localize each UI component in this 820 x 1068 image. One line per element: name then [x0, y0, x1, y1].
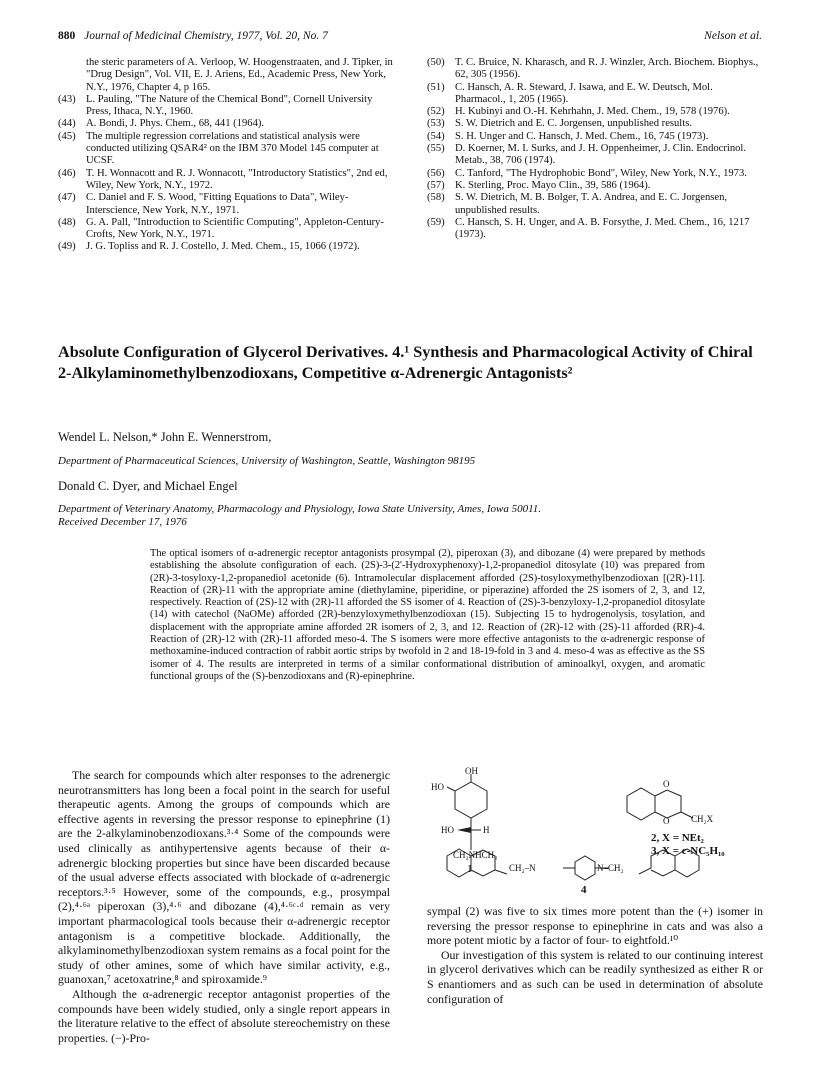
affiliation-1: Department of Pharmaceutical Sciences, University of Washington, Seattle, Washington 98195: [58, 455, 476, 467]
reference-number: (52): [427, 106, 445, 118]
reference-number: (47): [58, 192, 76, 204]
reference-number: (53): [427, 118, 445, 130]
article-title: Absolute Configuration of Glycerol Derivatives. 4.¹ Synthesis and Pharmacological Activity of Chiral 2-Alkylaminomethylbenzodioxans, Competitive α-Adrenergic Antagonists²: [58, 343, 753, 382]
reference-text: T. C. Bruice, N. Kharasch, and R. J. Winzler, Arch. Biochem. Biophys., 62, 305 (1956).: [455, 57, 759, 81]
body-paragraph: The search for compounds which alter responses to the adrenergic neurotransmitters has long been a focal point in the search for useful therapeutic agents. Among the groups of compounds which are effective agents in reversing the pressor response to epinephrine (1) are the 2-alkylaminobenzodioxans.³·⁴ Some of the compounds were used clinically as antihypertensive agents because of their α-adrenergic blocking properties but since have been discarded because of the usual adverse effects associated with blockade of α-adrenergic receptors.³·⁵ However, some of the compounds, e.g., prosympal (2),⁴·⁶ᵃ piperoxan (3),⁴·⁶ and dibozane (4),⁴·⁶ᶜ·ᵈ remain as very important pharmacological tools because their α-adrenergic receptor antagonism is a competitive blockade. Additionally, the alkylaminomethylbenzodioxan system remains as a focal point for the study of other amines, some of which have similar activity, e.g., guanoxan,⁷ acetoxatrine,⁸ and spiroxamide.⁹: [58, 768, 390, 987]
reference-item: [427, 180, 763, 192]
reference-item: [427, 82, 763, 107]
ch2x-label: CH₂X: [691, 814, 714, 824]
nch2-label: N–CH₂: [597, 863, 624, 873]
received-date: Received December 17, 1976: [58, 515, 187, 528]
reference-number: (50): [427, 57, 445, 68]
h-label: H: [483, 825, 490, 835]
body-right-column: [427, 904, 763, 1006]
reference-text: K. Sterling, Proc. Mayo Clin., 39, 586 (1964).: [455, 179, 651, 191]
reference-item: [58, 57, 393, 94]
body-left-column: [58, 768, 390, 1045]
reference-item: [58, 241, 393, 253]
reference-text: T. H. Wonnacott and R. J. Wonnacott, "Introductory Statistics", 2nd ed, Wiley, New York, N.Y., 1972.: [86, 167, 388, 191]
references-right-column: [427, 57, 763, 241]
ch2nhch3-label: CH₂NHCH₃: [453, 850, 498, 860]
reference-number: (58): [427, 192, 445, 204]
reference-text: S. W. Dietrich and E. C. Jorgensen, unpublished results.: [455, 118, 692, 130]
reference-item: [427, 143, 763, 168]
affiliation-2-text: Department of Veterinary Anatomy, Pharmacology and Physiology, Iowa State University, Ames, Iowa 50011.: [58, 503, 542, 515]
reference-number: (59): [427, 216, 445, 228]
reference-text: H. Kubinyi and O.-H. Kehrhahn, J. Med. Chem., 19, 578 (1976).: [455, 106, 730, 118]
reference-number: (46): [58, 167, 76, 179]
reference-text: G. A. Pall, "Introduction to Scientific Computing", Appleton-Century-Crofts, New York, N.Y., 1971.: [86, 216, 384, 241]
body-paragraph: sympal (2) was five to six times more potent than the (+) isomer in reversing the pressor response to epinephrine in cats and was also a more potent miotic by a factor of four- to eightfold.¹⁰: [427, 904, 763, 948]
structure-drawings: [427, 770, 763, 902]
running-authors: Nelson et al.: [704, 30, 762, 42]
author-line-2: Donald C. Dyer, and Michael Engel: [58, 479, 238, 493]
benzene-ring-1: [455, 782, 487, 818]
compound-2-label: 2, X = NEt₂: [651, 832, 704, 844]
reference-item: [58, 94, 393, 119]
reference-text: C. Tanford, "The Hydrophobic Bond", Wiley, New York, N.Y., 1973.: [455, 167, 747, 179]
reference-text: D. Koerner, M. I. Surks, and J. H. Oppenheimer, J. Clin. Endocrinol. Metab., 38, 706 (1974).: [455, 143, 747, 167]
abstract: The optical isomers of α-adrenergic receptor antagonists prosympal (2), piperoxan (3), and dibozane (4) were prepared by methods establishing the absolute configuration of each. (2S)-3-(2'-Hydroxyphenoxy)-1,2-propanediol ditosylate (10) was prepared from (2R)-3-tosyloxy-1,2-propanediol acetonide (6). Intramolecular displacement afforded (2S)-tosyloxymethylbenzodioxan [(2R)-11]. Reaction of (2R)-11 with the appropriate amine (diethylamine, piperidine, or piperazine) afforded the 2S isomers of 2, 3, and 12, respectively. Reaction of (2S)-12 with (2R)-11 afforded the SS isomer of 4. Reaction of (2S)-3-benzyloxy-1,2-propanediol ditosylate (14) with catechol (NaOMe) afforded (2R)-benzyloxymethylbenzodioxan (15). Subjecting 15 to hydrogenolysis, tosylation, and displacement with the appropriate amine afforded 2R isomers of 2, 3, and 12. Reaction of (2R)-12 with (2S)-11 afforded (RR)-4. Reaction of (2R)-12 with (2R)-11 afforded meso-4. The S isomers were more effective antagonists to the α-adrenergic response of methoxamine-induced contraction of rabbit aortic strips by twofold in 2 and 18-19-fold in 3 and 4. meso-4 was as effective as the SS isomer of 4. The results are interpreted in terms of a similar conformational distribution of aminoalkyl, oxygen, and aromatic functional groups of the (S)-benzodioxans and (R)-epinephrine.: [150, 548, 705, 682]
reference-text: S. W. Dietrich, M. B. Bolger, T. A. Andrea, and E. C. Jorgensen, unpublished results.: [455, 192, 728, 216]
page-number: 880: [58, 30, 76, 42]
reference-item: [58, 131, 393, 168]
reference-number: (49): [58, 241, 76, 253]
references-left-column: [58, 57, 393, 254]
chemical-structures-figure: [427, 766, 763, 902]
journal-citation: Journal of Medicinal Chemistry, 1977, Vol. 20, No. 7: [84, 30, 328, 42]
reference-number: (54): [427, 130, 445, 142]
affiliation-2: [58, 503, 541, 528]
reference-item: [427, 168, 763, 180]
reference-number: (57): [427, 179, 445, 191]
reference-item: [58, 192, 393, 217]
oxygen-label: O: [663, 816, 670, 826]
reference-number: (55): [427, 143, 445, 155]
reference-item: [427, 192, 763, 217]
oh-label: OH: [465, 766, 478, 776]
reference-text: A. Bondi, J. Phys. Chem., 68, 441 (1964).: [86, 118, 265, 130]
reference-number: (44): [58, 118, 76, 130]
reference-item: [58, 168, 393, 193]
reference-number: (45): [58, 130, 76, 142]
reference-text: C. Hansch, S. H. Unger, and A. B. Forsythe, J. Med. Chem., 16, 1217 (1973).: [455, 216, 750, 241]
compound-3-label: 3, X = c-NC₅H₁₀: [651, 845, 725, 857]
reference-item: [427, 118, 763, 130]
ch2n-label: CH₂–N: [509, 863, 536, 873]
reference-number: (48): [58, 216, 76, 228]
running-head: [58, 30, 762, 46]
compound-4-label: 4: [581, 884, 587, 896]
piperazine-ring: [575, 856, 595, 880]
reference-text: S. H. Unger and C. Hansch, J. Med. Chem., 16, 745 (1973).: [455, 130, 709, 142]
reference-item: [427, 131, 763, 143]
reference-text: C. Hansch, A. R. Steward, J. Isawa, and E. W. Deutsch, Mol. Pharmacol., 1, 205 (1965).: [455, 81, 713, 105]
reference-item: [427, 106, 763, 118]
reference-text: the steric parameters of A. Verloop, W. Hoogenstraaten, and J. Tipker, in "Drug Design", Vol. VII, E. J. Ariens, Ed., Academic Press, New York, N.Y., 1976, Chapter 4, p 165.: [86, 57, 393, 93]
reference-item: [427, 217, 763, 242]
body-paragraph: Our investigation of this system is related to our continuing interest in glycerol derivatives which can be readily synthesized as either R or S enantiomers and as such can be used in determination of absolute configuration of: [427, 947, 763, 1006]
ho-label: HO: [441, 825, 454, 835]
reference-text: C. Daniel and F. S. Wood, "Fitting Equations to Data", Wiley-Interscience, New York, N.Y., 1971.: [86, 192, 349, 216]
compound-1-label: 1: [467, 863, 473, 875]
reference-number: (51): [427, 81, 445, 93]
reference-text: The multiple regression correlations and statistical analysis were conducted utilizing QSAR4² on the IBM 370 Model 145 computer at UCSF.: [86, 130, 379, 167]
body-paragraph: Although the α-adrenergic receptor antagonist properties of the compounds have been widely studied, only a single report appears in the literature relative to the effect of absolute stereochemistry on these properties. (−)-Pro-: [58, 986, 390, 1045]
ho-label: HO: [431, 782, 444, 792]
benzodioxan-ring-23: [627, 788, 655, 820]
reference-text: L. Pauling, "The Nature of the Chemical Bond", Cornell University Press, Ithaca, N.Y., 1960.: [86, 93, 373, 118]
reference-number: (43): [58, 93, 76, 105]
author-line-1: Wendel L. Nelson,* John E. Wennerstrom,: [58, 430, 272, 444]
reference-text: J. G. Topliss and R. J. Costello, J. Med. Chem., 15, 1066 (1972).: [86, 241, 360, 253]
reference-item: [58, 217, 393, 242]
reference-item: [58, 118, 393, 130]
reference-number: (56): [427, 167, 445, 179]
reference-item: [427, 57, 763, 82]
oxygen-label: O: [663, 779, 670, 789]
